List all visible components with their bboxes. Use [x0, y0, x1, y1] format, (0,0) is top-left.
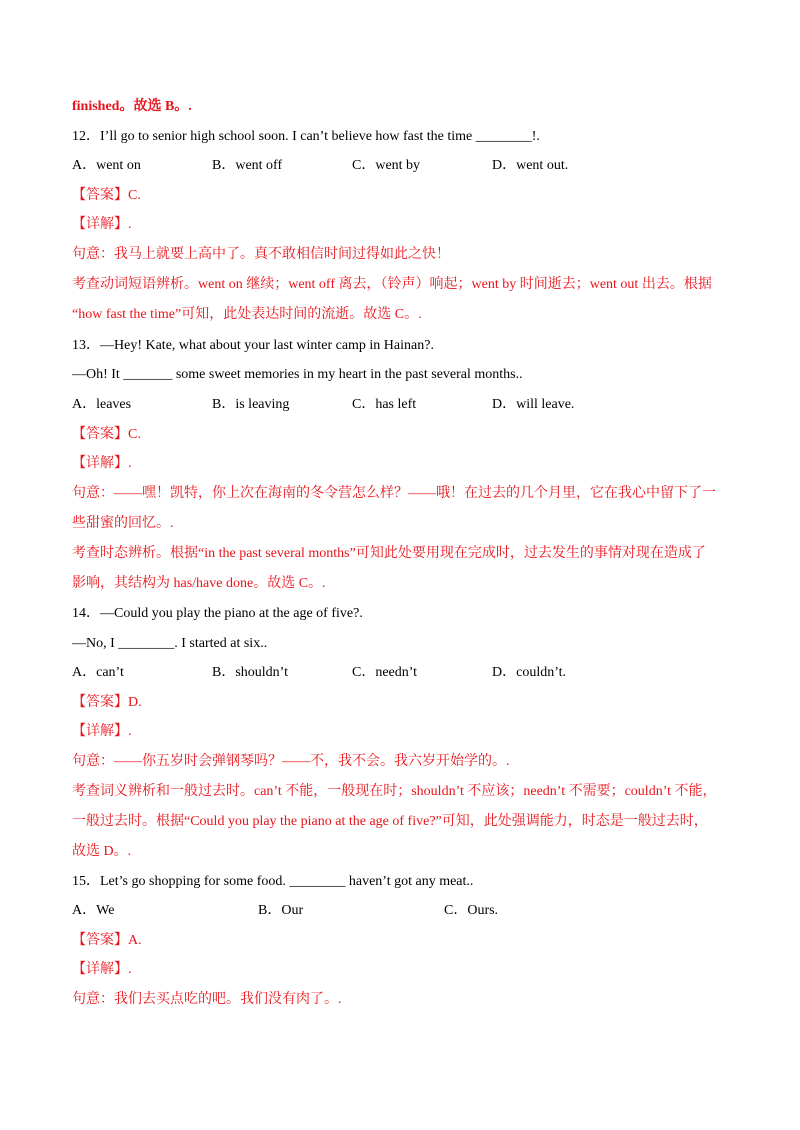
option-c: C．has left — [352, 397, 417, 412]
option-b: B．went off — [212, 158, 283, 173]
answer-label: 【答案】 — [72, 188, 128, 203]
question-15-stem: 15．Let’s go shopping for some food. ________ haven’t got any meat.. — [72, 874, 474, 889]
question-14-analysis-line-1: 考查词义辨析和一般过去时。can’t 不能，一般现在时；shouldn’t 不应该；needn’t 不需要；couldn’t 不能， — [72, 784, 717, 799]
question-13-stem: 13．—Hey! Kate, what about your last winter camp in Hainan?. — [72, 338, 434, 353]
option-c: C．needn’t — [352, 665, 418, 680]
option-d: D．went out. — [492, 158, 569, 173]
answer-value: C. — [128, 427, 141, 442]
question-12-answer — [72, 187, 141, 205]
question-13-analysis-line-1: 考查时态辨析。根据“in the past several months”可知此处要用现在完成时，过去发生的事情对现在造成了 — [72, 546, 706, 561]
question-15-answer — [72, 932, 142, 950]
option-b: B．shouldn’t — [212, 665, 288, 680]
question-13-meaning-line-2: 些甜蜜的回忆。. — [72, 516, 174, 531]
option-d: D．couldn’t. — [492, 665, 567, 680]
question-13-reply: —Oh! It _______ some sweet memories in my heart in the past several months.. — [72, 367, 523, 382]
option-a: A．went on — [72, 158, 141, 173]
answer-value: C. — [128, 188, 141, 203]
question-12-analysis-line-2: “how fast the time”可知，此处表达时间的流逝。故选 C。. — [72, 307, 422, 322]
option-c: C．went by — [352, 158, 421, 173]
question-14-meaning: 句意：——你五岁时会弹钢琴吗？——不，我不会。我六岁开始学的。. — [72, 754, 510, 769]
option-a: A．leaves — [72, 397, 132, 412]
question-14-detail-label: 【详解】. — [72, 724, 132, 739]
previous-explanation-end: finished。故选 B。. — [72, 99, 192, 114]
option-a: A．We — [72, 903, 115, 918]
question-14-analysis-line-3: 故选 D。. — [72, 844, 132, 859]
option-b: B．is leaving — [212, 397, 290, 412]
question-12-meaning: 句意：我马上就要上高中了。真不敢相信时间过得如此之快！ — [72, 247, 450, 262]
question-13-detail-label: 【详解】. — [72, 456, 132, 471]
answer-value: A. — [128, 933, 142, 948]
question-15-detail-label: 【详解】. — [72, 962, 132, 977]
question-13-answer — [72, 426, 141, 444]
question-12-detail-label: 【详解】. — [72, 217, 132, 232]
option-d: D．will leave. — [492, 397, 575, 412]
option-c: C．Ours. — [444, 903, 499, 918]
option-a: A．can’t — [72, 665, 124, 680]
question-15-meaning: 句意：我们去买点吃的吧。我们没有肉了。. — [72, 992, 342, 1007]
answer-label: 【答案】 — [72, 933, 128, 948]
question-14-stem: 14．—Could you play the piano at the age of five?. — [72, 606, 363, 621]
answer-label: 【答案】 — [72, 427, 128, 442]
question-14-answer — [72, 694, 142, 712]
question-12-analysis-line-1: 考查动词短语辨析。went on 继续；went off 离去，（铃声）响起；went by 时间逝去；went out 出去。根据 — [72, 277, 712, 292]
answer-label: 【答案】 — [72, 695, 128, 710]
question-12-stem: 12．I’ll go to senior high school soon. I can’t believe how fast the time ________!. — [72, 129, 540, 144]
question-13-meaning-line-1: 句意：——嘿！凯特，你上次在海南的冬令营怎么样？——哦！在过去的几个月里，它在我心中留下了一 — [72, 486, 716, 501]
question-14-reply: —No, I ________. I started at six.. — [72, 636, 268, 651]
option-b: B．Our — [258, 903, 304, 918]
question-13-analysis-line-2: 影响，其结构为 has/have done。故选 C。. — [72, 576, 326, 591]
answer-value: D. — [128, 695, 142, 710]
question-14-analysis-line-2: 一般过去时。根据“Could you play the piano at the age of five?”可知，此处强调能力，时态是一般过去时， — [72, 814, 708, 829]
